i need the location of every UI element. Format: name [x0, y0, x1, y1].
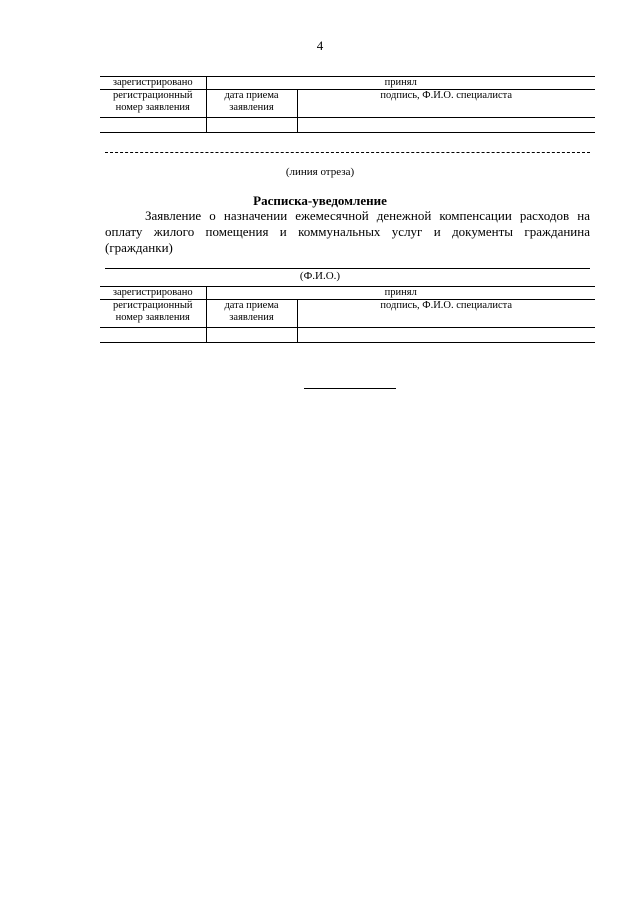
table-row — [100, 328, 595, 343]
date-label: дата приема заявления — [206, 300, 297, 328]
date-label: дата приема заявления — [206, 90, 297, 118]
accepted-label: принял — [206, 77, 595, 90]
table-subheader-row — [100, 300, 595, 328]
fio-caption: (Ф.И.О.) — [299, 270, 341, 282]
end-line — [304, 388, 396, 389]
cut-line — [105, 152, 590, 153]
signature-cell[interactable] — [297, 328, 595, 343]
table-subheader-row — [100, 90, 595, 118]
receipt-title: Расписка-уведомление — [253, 193, 387, 208]
reg-number-cell[interactable] — [100, 328, 206, 343]
signature-cell[interactable] — [297, 118, 595, 133]
signature-label: подпись, Ф.И.О. специалиста — [297, 300, 595, 328]
registered-label: зарегистрировано — [100, 77, 206, 90]
accepted-label: принял — [206, 287, 595, 300]
registration-table-bottom — [100, 286, 595, 343]
table-row — [100, 118, 595, 133]
receipt-body: Заявление о назначении ежемесячной денежной компенсации расходов на оплату жилого помещения и коммунальных услуг и документы гражданина (гражданки) — [105, 208, 590, 255]
reg-number-label: регистрационный номер заявления — [100, 300, 206, 328]
page-number: 4 — [316, 38, 324, 53]
date-cell[interactable] — [206, 328, 297, 343]
fio-line[interactable] — [105, 268, 590, 269]
cut-line-caption: (линия отреза) — [285, 166, 355, 178]
registration-table-top — [100, 76, 595, 133]
table-header-row — [100, 287, 595, 300]
registered-label: зарегистрировано — [100, 287, 206, 300]
reg-number-label: регистрационный номер заявления — [100, 90, 206, 118]
signature-label: подпись, Ф.И.О. специалиста — [297, 90, 595, 118]
date-cell[interactable] — [206, 118, 297, 133]
reg-number-cell[interactable] — [100, 118, 206, 133]
table-header-row — [100, 77, 595, 90]
